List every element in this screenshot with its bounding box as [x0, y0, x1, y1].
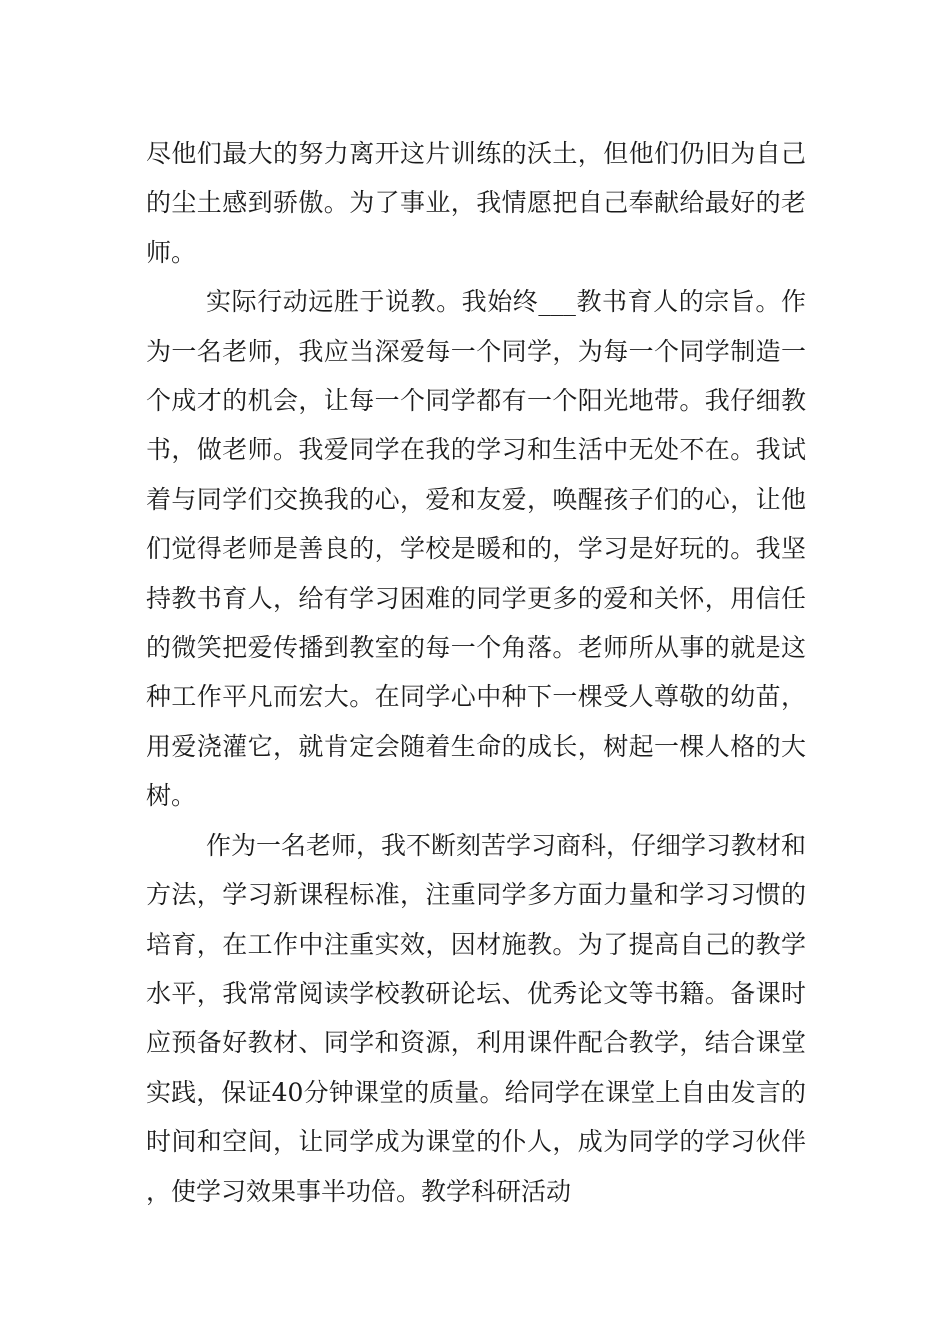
paragraph-1: 尽他们最大的努力离开这片训练的沃土，但他们仍旧为自己的尘土感到骄傲。为了事业，我情愿把自己奉献给最好的老师。 — [146, 139, 806, 267]
document-body — [146, 129, 806, 1216]
paragraph-3: 作为一名老师，我不断刻苦学习商科，仔细学习教材和方法，学习新课程标准，注重同学多方面力量和学习习惯的培育，在工作中注重实效，因材施教。为了提高自己的教学水平，我常常阅读学校教研论坛、优秀论文等书籍。备课时应预备好教材、同学和资源，利用课件配合教学，结合课堂实践，保证40分钟课堂的质量。给同学在课堂上自由发言的时间和空间，让同学成为课堂的仆人，成为同学的学习伙伴，使学习效果事半功倍。教学科研活动 — [146, 830, 807, 1206]
paragraph-2: 实际行动远胜于说教。我始终___教书育人的宗旨。作为一名老师，我应当深爱每一个同学，为每一个同学制造一个成才的机会，让每一个同学都有一个阳光地带。我仔细教书，做老师。我爱同学在我的学习和生活中无处不在。我试着与同学们交换我的心，爱和友爱，唤醒孩子们的心，让他们觉得老师是善良的，学校是暖和的，学习是好玩的。我坚持教书育人，给有学习困难的同学更多的爱和关怀，用信任的微笑把爱传播到教室的每一个角落。老师所从事的就是这种工作平凡而宏大。在同学心中种下一棵受人尊敬的幼苗，用爱浇灌它，就肯定会随着生命的成长，树起一棵人格的大树。 — [146, 287, 806, 811]
